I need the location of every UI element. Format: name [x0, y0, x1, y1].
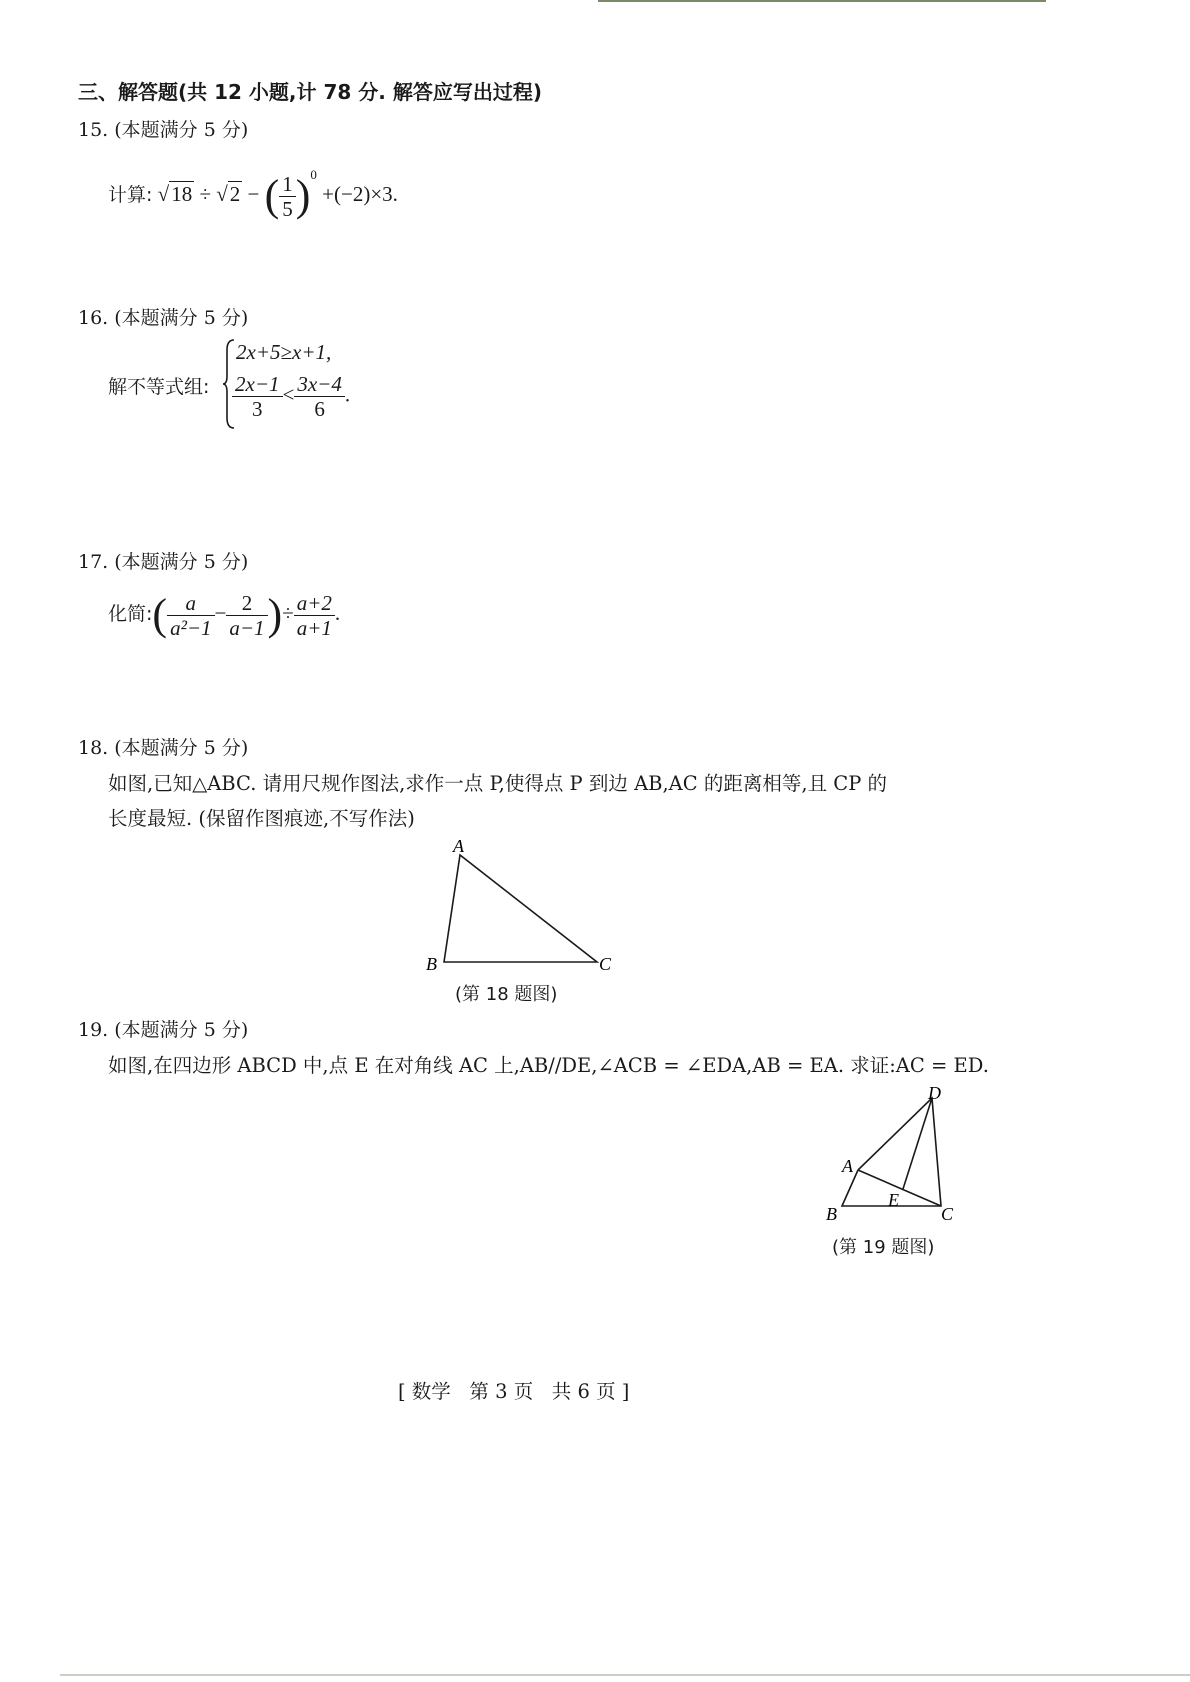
- q16-frac2-num: 3x−4: [294, 372, 345, 397]
- q17-heading: [78, 548, 248, 576]
- page-footer: [ 数学 第 3 页 共 6 页 ]: [398, 1380, 630, 1403]
- label-b: B: [826, 1204, 837, 1224]
- bottom-rule: [60, 1674, 1190, 1676]
- q15-fraction: [279, 172, 296, 221]
- q17-f1-den: a²−1: [170, 615, 212, 640]
- q16-number: 16.: [78, 307, 109, 329]
- q16-lt: <: [282, 382, 295, 407]
- section-header: 三、解答题(共 12 小题,计 78 分. 解答应写出过程): [78, 80, 542, 104]
- q15-tail: +(−2)×3.: [322, 182, 398, 206]
- q17-number: 17.: [78, 551, 109, 573]
- q18-line2: 长度最短. (保留作图痕迹,不写作法): [108, 807, 415, 830]
- q15-div: ÷: [199, 182, 211, 206]
- label-c: C: [599, 954, 612, 974]
- q15-heading: [78, 116, 248, 144]
- q16-end: .: [344, 382, 351, 407]
- label-a: A: [842, 1156, 853, 1176]
- q15-minus: −: [247, 182, 260, 206]
- q17-f2-den: a−1: [229, 615, 265, 640]
- q17-frac3: [294, 591, 335, 640]
- q17-f3-num: a+2: [294, 591, 335, 616]
- triangle-abc: [444, 855, 597, 962]
- q17-expression: [108, 585, 340, 642]
- q19-caption: (第 19 题图): [832, 1237, 935, 1258]
- q15-number: 15.: [78, 119, 109, 141]
- q16-frac1: [232, 372, 283, 421]
- q16-frac1-num: 2x−1: [232, 372, 283, 397]
- q17-minus: −: [214, 601, 227, 625]
- q15-frac-num: 1: [279, 172, 296, 197]
- label-e: E: [888, 1190, 899, 1210]
- q17-points: (本题满分 5 分): [114, 551, 249, 573]
- label-d: D: [928, 1083, 941, 1103]
- q18-caption: (第 18 题图): [455, 984, 558, 1005]
- q16-frac1-den: 3: [252, 397, 263, 421]
- q17-f3-den: a+1: [296, 615, 332, 640]
- q18-line1: 如图,已知△ABC. 请用尺规作图法,求作一点 P,使得点 P 到边 AB,AC 的距离相等,且 CP 的: [108, 772, 888, 795]
- label-c: C: [941, 1204, 954, 1224]
- diagonal-ac: [858, 1170, 941, 1206]
- q15-points: (本题满分 5 分): [114, 119, 249, 141]
- q19-points: (本题满分 5 分): [114, 1019, 249, 1041]
- q17-f2-num: 2: [226, 591, 267, 616]
- q16-frac2: [294, 372, 345, 421]
- q15-expression: [108, 150, 398, 221]
- label-b: B: [426, 954, 437, 974]
- q15-radicand2: 2: [229, 182, 241, 206]
- q16-prompt: 解不等式组:: [108, 376, 210, 398]
- sqrt-sign: √: [216, 182, 228, 206]
- q15-frac-den: 5: [282, 196, 293, 221]
- q16-points: (本题满分 5 分): [114, 307, 249, 329]
- q18-heading: [78, 734, 248, 762]
- q15-prompt: 计算:: [108, 184, 153, 206]
- q16-line1: 2x+5≥x+1,: [236, 340, 332, 364]
- q18-number: 18.: [78, 737, 109, 759]
- q17-div: ÷: [282, 601, 294, 625]
- q15-radicand1: 18: [171, 182, 193, 206]
- q19-line1: 如图,在四边形 ABCD 中,点 E 在对角线 AC 上,AB//DE,∠ACB = ∠EDA,AB = EA. 求证:AC = ED.: [108, 1054, 989, 1077]
- q16-line2: [232, 372, 350, 421]
- top-rule: [598, 0, 1046, 2]
- q17-prompt: 化简:: [108, 603, 153, 625]
- q17-end: .: [334, 601, 341, 625]
- q19-heading: [78, 1016, 248, 1044]
- q16-frac2-den: 6: [314, 397, 325, 421]
- left-paren: (: [264, 171, 280, 221]
- right-paren: ): [295, 171, 311, 221]
- q15-exponent: 0: [310, 167, 317, 182]
- q17-frac1: [167, 591, 214, 640]
- q19-figure: [822, 1082, 962, 1232]
- q17-f1-num: a: [167, 591, 214, 616]
- sqrt-sign: √: [157, 182, 170, 206]
- right-paren: ): [267, 590, 283, 640]
- left-paren: (: [152, 590, 168, 640]
- q17-frac2: [226, 591, 267, 640]
- q18-figure: [420, 838, 620, 978]
- q16-heading: [78, 304, 248, 332]
- q19-number: 19.: [78, 1019, 109, 1041]
- q18-points: (本题满分 5 分): [114, 737, 249, 759]
- label-a: A: [453, 838, 464, 856]
